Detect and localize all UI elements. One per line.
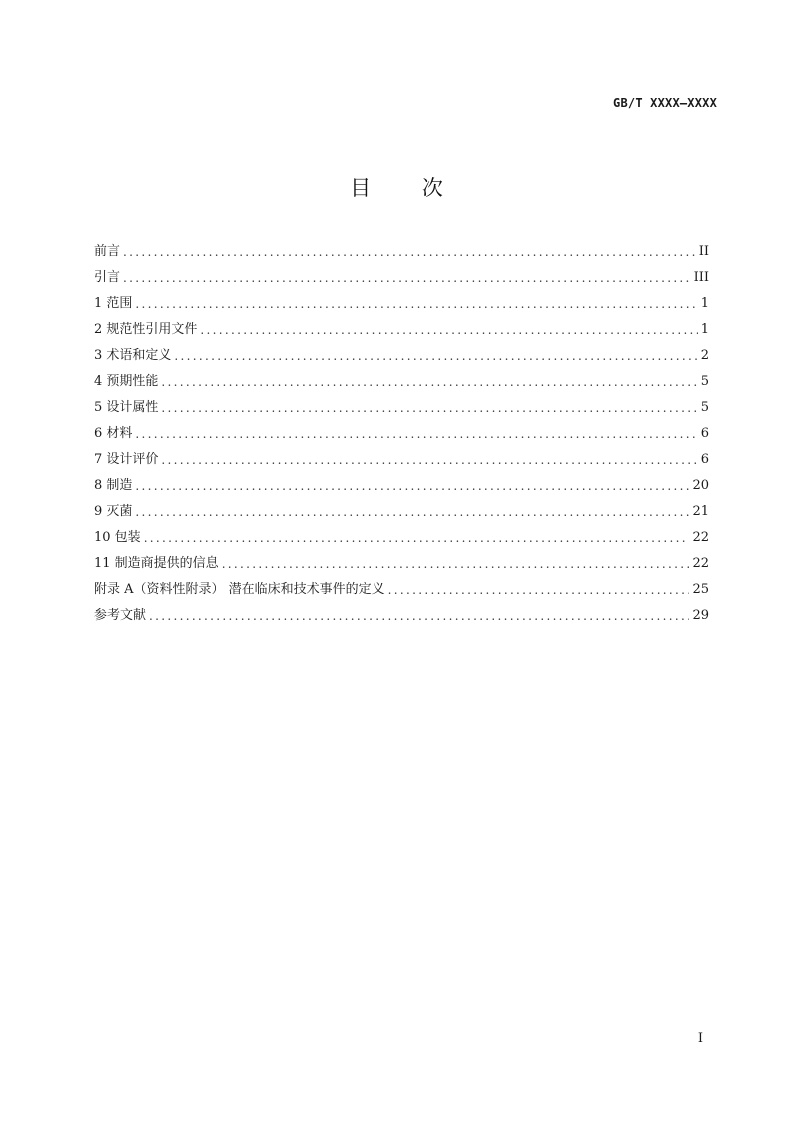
- toc-entry-annex-a[interactable]: [94, 577, 709, 603]
- toc-dot-leader: [174, 347, 697, 365]
- toc-entry-label: 9 灭菌: [94, 504, 133, 519]
- toc-entry-label: 4 预期性能: [94, 374, 159, 389]
- toc-dot-leader: [123, 243, 696, 261]
- table-of-contents: [94, 239, 709, 629]
- toc-entry-page: 5: [700, 374, 709, 389]
- toc-dot-leader: [388, 581, 690, 599]
- toc-entry-scope[interactable]: [94, 291, 709, 317]
- toc-dot-leader: [123, 269, 691, 287]
- toc-entry-label: 7 设计评价: [94, 452, 159, 467]
- toc-entry-label: 8 制造: [94, 478, 133, 493]
- toc-entry-label: 2 规范性引用文件: [94, 322, 198, 337]
- toc-dot-leader: [144, 529, 690, 547]
- toc-entry-design-attributes[interactable]: [94, 395, 709, 421]
- toc-dot-leader: [135, 295, 697, 313]
- toc-entry-page: 25: [692, 582, 709, 597]
- toc-dot-leader: [149, 607, 689, 625]
- toc-dot-leader: [222, 555, 690, 573]
- toc-entry-page: 22: [692, 556, 709, 571]
- toc-entry-sterilization[interactable]: [94, 499, 709, 525]
- page-number: I: [697, 1031, 703, 1046]
- toc-entry-terms-definitions[interactable]: [94, 343, 709, 369]
- page-title: 目 次: [350, 176, 465, 200]
- toc-entry-page: 20: [692, 478, 709, 493]
- toc-entry-label: 1 范围: [94, 296, 133, 311]
- toc-entry-label: 参考文献: [94, 608, 147, 623]
- toc-dot-leader: [161, 451, 697, 469]
- toc-entry-page: II: [698, 244, 709, 259]
- toc-entry-page: 1: [700, 296, 709, 311]
- toc-entry-page: 5: [700, 400, 709, 415]
- toc-dot-leader: [135, 503, 689, 521]
- toc-entry-page: 2: [700, 348, 709, 363]
- standard-code: GB/T XXXX—XXXX: [613, 96, 717, 110]
- toc-entry-label: 附录 A（资料性附录） 潜在临床和技术事件的定义: [94, 582, 385, 597]
- toc-dot-leader: [135, 425, 697, 443]
- toc-entry-label: 前言: [94, 244, 121, 259]
- toc-dot-leader: [200, 321, 697, 339]
- toc-entry-manufacturing[interactable]: [94, 473, 709, 499]
- toc-entry-page: 6: [700, 426, 709, 441]
- toc-entry-page: 6: [700, 452, 709, 467]
- toc-entry-label: 引言: [94, 270, 121, 285]
- toc-dot-leader: [135, 477, 689, 495]
- toc-dot-leader: [161, 399, 697, 417]
- toc-entry-introduction[interactable]: [94, 265, 709, 291]
- toc-entry-bibliography[interactable]: [94, 603, 709, 629]
- toc-entry-label: 3 术语和定义: [94, 348, 172, 363]
- toc-entry-page: 1: [700, 322, 709, 337]
- toc-entry-foreword[interactable]: [94, 239, 709, 265]
- toc-entry-page: 29: [692, 608, 709, 623]
- toc-entry-label: 5 设计属性: [94, 400, 159, 415]
- toc-entry-page: 21: [692, 504, 709, 519]
- toc-entry-materials[interactable]: [94, 421, 709, 447]
- toc-entry-design-evaluation[interactable]: [94, 447, 709, 473]
- toc-entry-label: 10 包装: [94, 530, 141, 545]
- toc-entry-label: 11 制造商提供的信息: [94, 556, 219, 571]
- toc-entry-label: 6 材料: [94, 426, 133, 441]
- toc-entry-page: 22: [692, 530, 709, 545]
- toc-entry-page: III: [693, 270, 709, 285]
- toc-entry-normative-references[interactable]: [94, 317, 709, 343]
- toc-dot-leader: [161, 373, 697, 391]
- toc-entry-manufacturer-information[interactable]: [94, 551, 709, 577]
- toc-entry-packaging[interactable]: [94, 525, 709, 551]
- toc-entry-intended-performance[interactable]: [94, 369, 709, 395]
